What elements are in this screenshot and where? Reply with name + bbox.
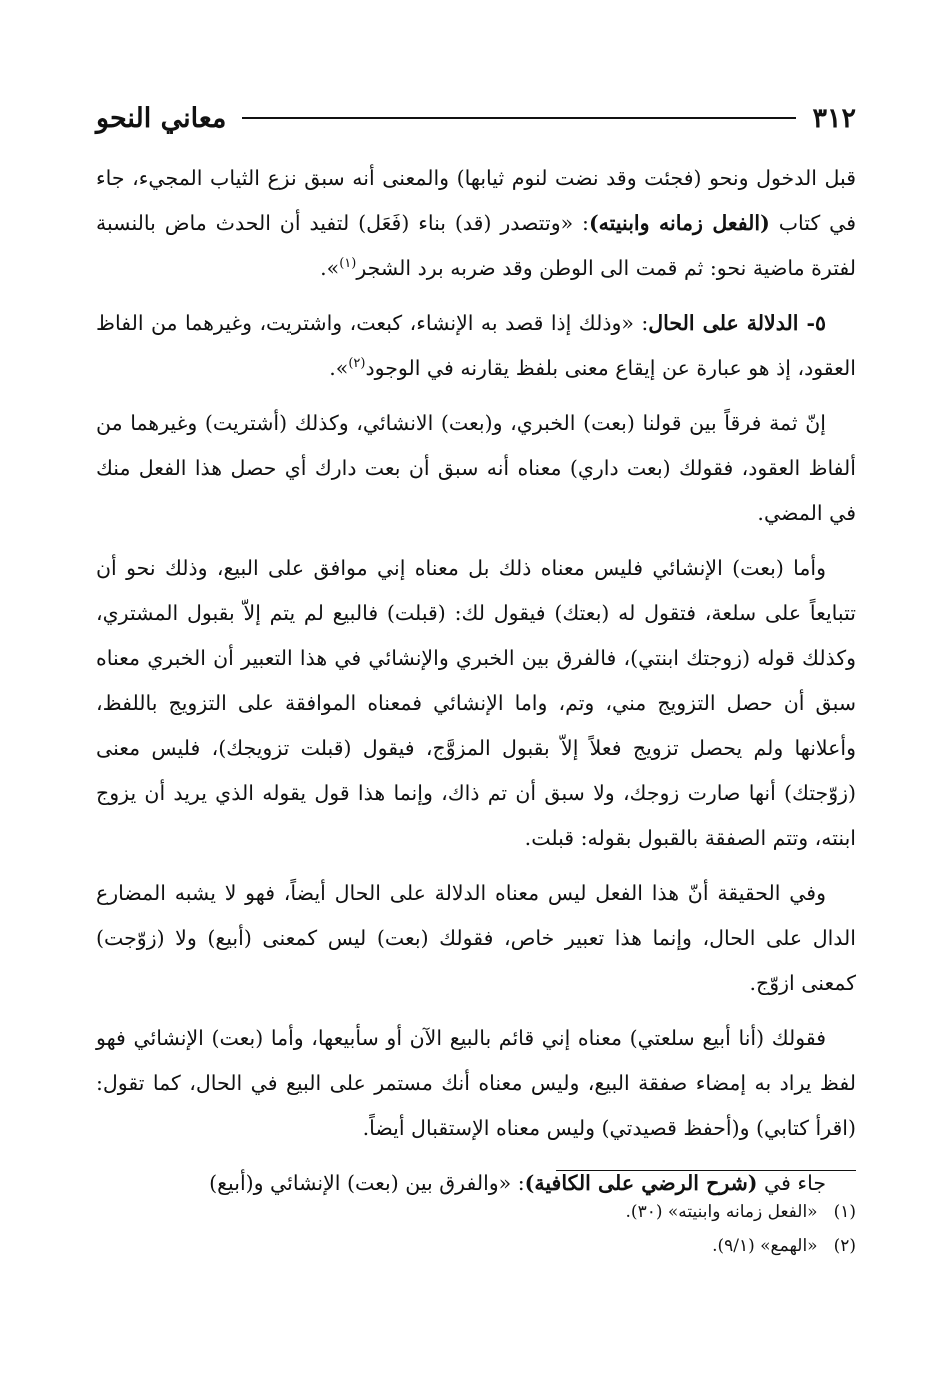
paragraph-6: فقولك (أنا أبيع سلعتي) معناه إني قائم بالبيع الآن أو سأبيعها، وأما (بعت) الإنشائي فهو لفظ يراد به إمضاء صفقة البيع، وليس معناه أنك مستمر على البيع في الحال، كما تقول: (اقرأ كتابي) و(أحفظ قصيدتي) وليس معناه الإستقبال أيضاً. xyxy=(96,1026,857,1140)
book-title-bold: (الفعل زمانه وابنيته) xyxy=(588,211,770,235)
section-heading-bold: ٥- الدلالة على الحال xyxy=(648,311,826,335)
paragraph-1 xyxy=(96,156,856,291)
paragraph-text: قبل الدخول ونحو (فجئت وقد نضت لنوم ثيابها) والمعنى أنه سبق نزع الثياب المجيء، جاء في كتاب xyxy=(96,166,856,235)
header-rule xyxy=(242,117,796,119)
footnote-ref: (١) xyxy=(339,256,357,272)
paragraph-5: وفي الحقيقة أنّ هذا الفعل ليس معناه الدلالة على الحال أيضاً، فهو لا يشبه المضارع الدال على الحال، وإنما هذا تعبير خاص، فقولك (بعت) ليس كمعنى (أبيع) ولا (زوّجت) كمعنى ازوّج. xyxy=(96,881,856,995)
paragraph-text: : «وتتصدر (قد) بناء (فَعَل) لتفيد أن الحدث ماض بالنسبة لفترة ماضية نحو: ثم قمت الى الوطن وقد ضربه برد الشجر xyxy=(96,211,856,280)
paragraph-text: : «وذلك إذا قصد به الإنشاء، كبعت، واشتريت، وغيرهما من الفاظ العقود، إذ هو عبارة عن إيقاع معنى بلفظ يقارنه في الوجود xyxy=(96,311,856,380)
page-body xyxy=(96,156,856,1216)
footnote-separator xyxy=(556,1170,856,1171)
paragraph-2 xyxy=(96,301,856,391)
paragraph-text: جاء في xyxy=(757,1171,826,1195)
footnote-text: «الهمع» (٩/١). xyxy=(712,1236,818,1256)
footnote-text: «الفعل زمانه وابنيته» (٣٠). xyxy=(625,1202,818,1222)
footnote-1 xyxy=(96,1195,856,1229)
paragraph-3: إنّ ثمة فرقاً بين قولنا (بعت) الخبري، و(بعت) الانشائي، وكذلك (أشتريت) وغيرهما من ألفاظ العقود، فقولك (بعت داري) معناه أنه سبق أن بعت دارك أي حصل هذا الفعل منك في المضي. xyxy=(96,411,856,525)
page-number: ٣١٢ xyxy=(812,102,856,134)
footnote-2 xyxy=(96,1229,856,1263)
paragraph-text: ». xyxy=(329,356,349,380)
paragraph-4: وأما (بعت) الإنشائي فليس معناه ذلك بل معناه إني موافق على البيع، وذلك نحو أن تتبايعاً على سلعة، فتقول له (بعتك) فيقول لك: (قبلت) فالبيع لم يتم إلاّ بقبول المشتري، وكذلك قوله (زوجتك ابنتي)، فالفرق بين الخبري والإنشائي في هذا التعبير أن الخبري معناه سبق أن حصل التزويج مني، وتم، واما الإنشائي فمعناه الموافقة على التزويج باللفظ، وأعلانها ولم يحصل تزويج فعلاً إلاّ بقبول المزوَّج، فيقول (قبلت تزويجك)، فليس معنى (زوّجتك) أنها صارت زوجك، ولا سبق أن تم ذاك، وإنما هذا قول يقوله الذي يريد أن يزوج ابنته، وتتم الصفقة بالقبول بقوله: قبلت. xyxy=(96,556,856,850)
book-title-bold: (شرح الرضي على الكافية) xyxy=(524,1171,758,1195)
running-title: معاني النحو xyxy=(96,102,227,134)
page-header xyxy=(96,96,856,140)
footnote-number: (١) xyxy=(833,1202,856,1222)
paragraph-text: : «والفرق بين (بعت) الإنشائي و(أبيع) xyxy=(209,1171,525,1195)
paragraph-text: ». xyxy=(320,256,340,280)
footnote-ref: (٢) xyxy=(348,356,366,372)
footnotes xyxy=(96,1195,856,1263)
footnote-number: (٢) xyxy=(833,1236,856,1256)
